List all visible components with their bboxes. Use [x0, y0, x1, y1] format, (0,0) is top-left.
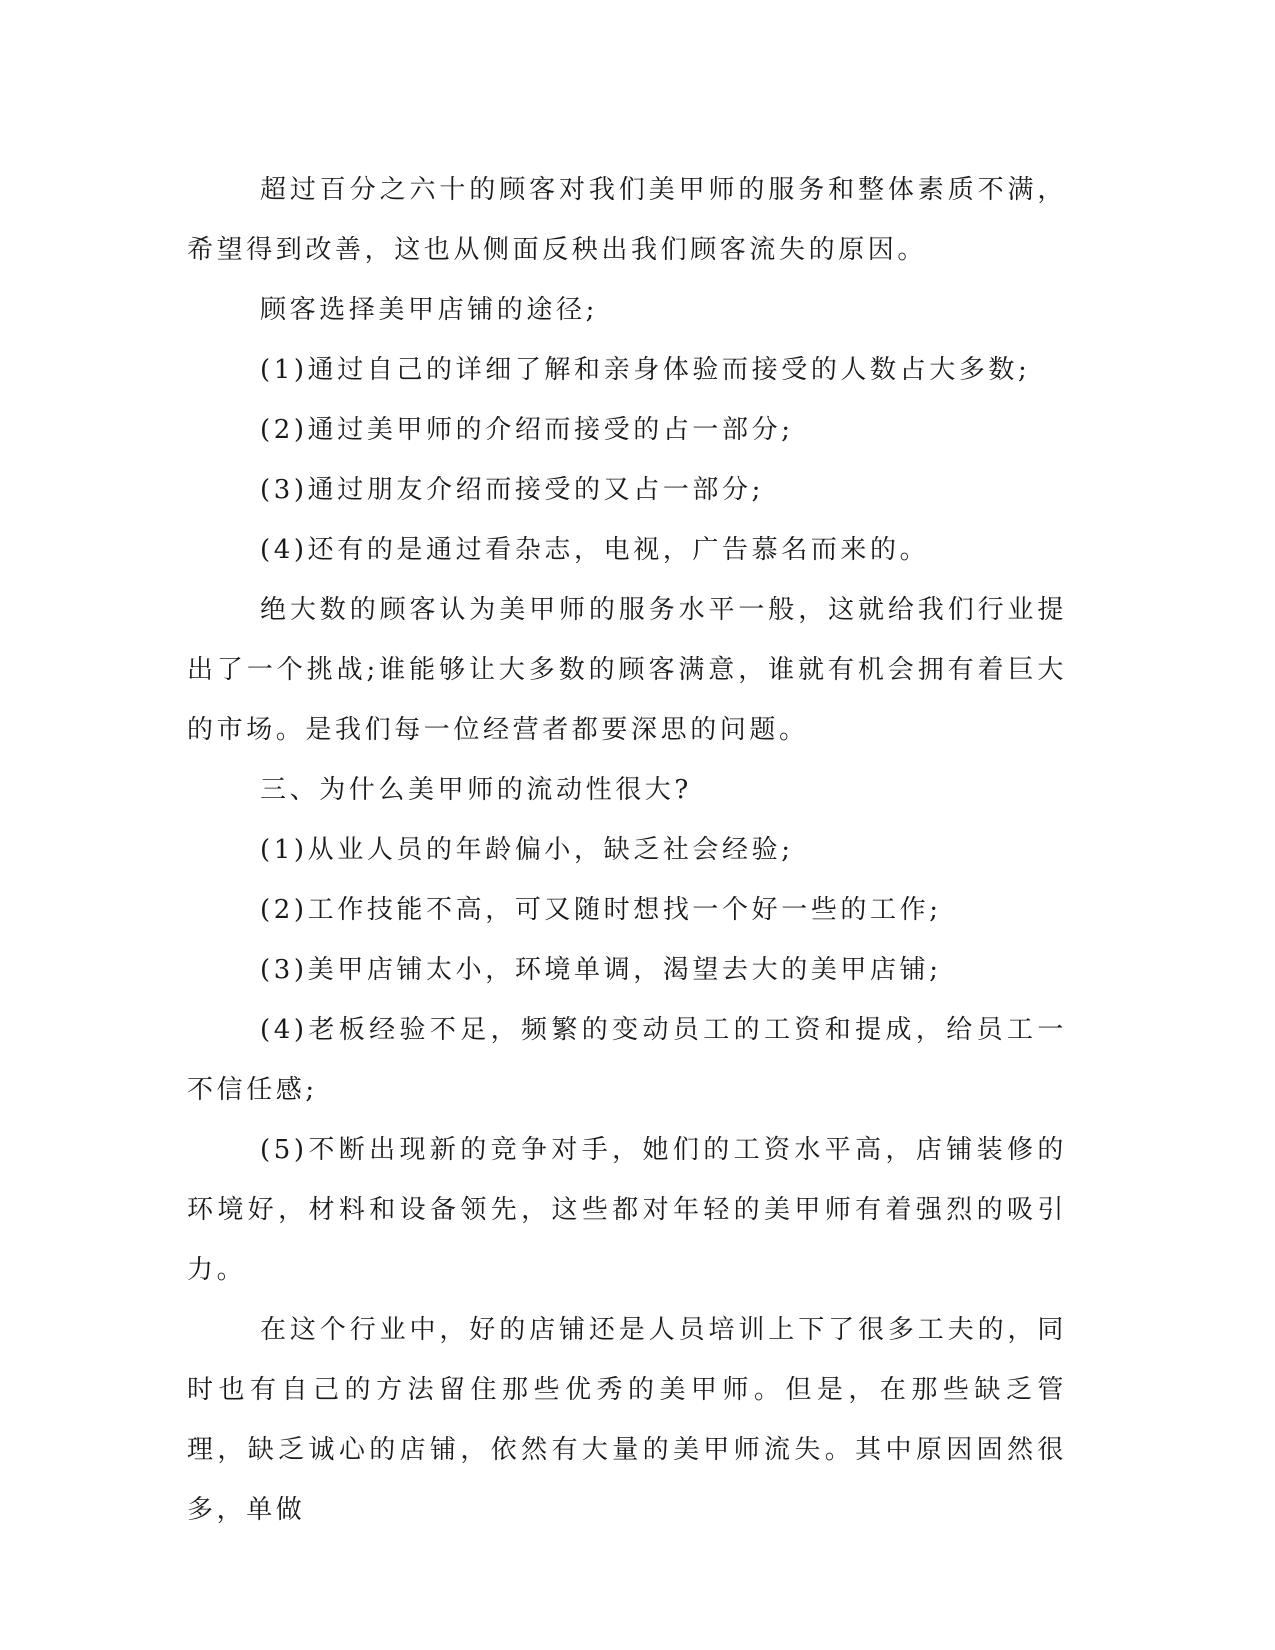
- list-item-channel-2: (2)通过美甲师的介绍而接受的占一部分;: [260, 415, 794, 445]
- paragraph-customer-dissatisfaction: 超过百分之六十的顾客对我们美甲师的服务和整体素质不满，希望得到改善，这也从侧面反秧出我们顾客流失的原因。: [187, 175, 1067, 265]
- paragraph-industry-training: 在这个行业中，好的店铺还是人员培训上下了很多工夫的，同时也有自己的方法留住那些优秀的美甲师。但是，在那些缺乏管理，缺乏诚心的店铺，依然有大量的美甲师流失。其中原因固然很多，单做: [187, 1315, 1067, 1525]
- list-item-reason-5: (5)不断出现新的竞争对手，她们的工资水平高，店铺装修的环境好，材料和设备领先，这些都对年轻的美甲师有着强烈的吸引力。: [187, 1135, 1067, 1285]
- document-body: [187, 160, 1067, 1540]
- paragraph-service-challenge: 绝大数的顾客认为美甲师的服务水平一般，这就给我们行业提出了一个挑战;谁能够让大多数的顾客满意，谁就有机会拥有着巨大的市场。是我们每一位经营者都要深思的问题。: [187, 595, 1067, 745]
- list-item-channel-3: (3)通过朋友介绍而接受的又占一部分;: [260, 475, 764, 505]
- list-item-channel-1: (1)通过自己的详细了解和亲身体验而接受的人数占大多数;: [260, 355, 1031, 385]
- list-item-reason-4: (4)老板经验不足，频繁的变动员工的工资和提成，给员工一不信任感;: [187, 1015, 1067, 1105]
- list-item-reason-3: (3)美甲店铺太小，环境单调，渴望去大的美甲店铺;: [260, 955, 942, 985]
- list-item-reason-1: (1)从业人员的年龄偏小，缺乏社会经验;: [260, 835, 794, 865]
- list-item-channel-4: (4)还有的是通过看杂志，电视，广告慕名而来的。: [260, 535, 930, 565]
- paragraph-selection-channels-heading: 顾客选择美甲店铺的途径;: [260, 295, 598, 325]
- section-heading-turnover: 三、为什么美甲师的流动性很大?: [260, 775, 692, 805]
- list-item-reason-2: (2)工作技能不高，可又随时想找一个好一些的工作;: [260, 895, 942, 925]
